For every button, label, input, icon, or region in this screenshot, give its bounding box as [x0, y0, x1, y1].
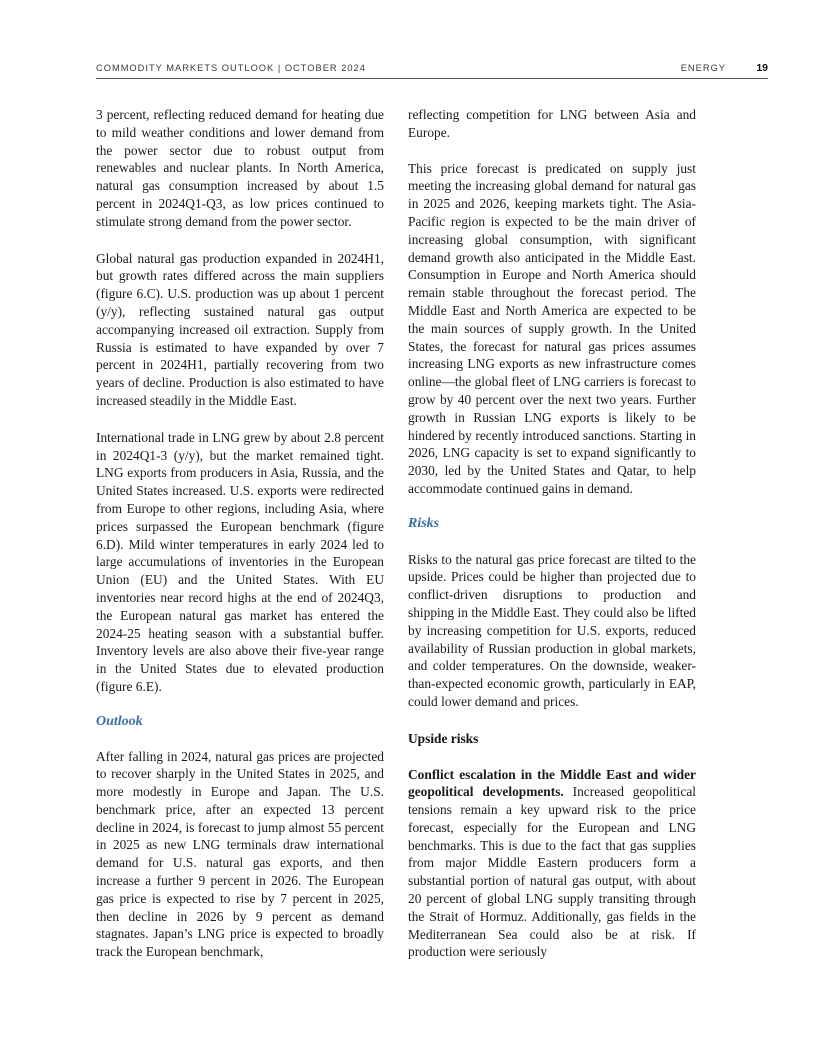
right-column — [408, 106, 696, 961]
paragraph-lead: Conflict escalation in the Middle East and wider geopolitical developments. — [408, 766, 696, 800]
paragraph — [408, 766, 696, 962]
paragraph: reflecting competition for LNG between Asia and Europe. — [408, 107, 696, 140]
running-header — [96, 62, 768, 79]
paragraph: After falling in 2024, natural gas prices are projected to recover sharply in the United States in 2025, and more modestly in Europe and Japan. The U.S. benchmark price, after an expected 13 percent decline in 2024, is forecast to jump almost 55 percent in 2025 as new LNG terminals draw international demand for U.S. natural gas exports, and then increase a further 9 percent in 2026. The European gas price is expected to rise by 7 percent in 2025, then decline in 2026 by 9 percent as demand stagnates. Japan’s LNG price is expected to broadly track the European benchmark, — [96, 748, 384, 960]
page-number: 19 — [756, 62, 768, 74]
outlook-heading: Outlook — [96, 713, 143, 729]
publication-title: COMMODITY MARKETS OUTLOOK | OCTOBER 2024 — [96, 63, 366, 73]
risks-heading: Risks — [408, 515, 440, 531]
paragraph: International trade in LNG grew by about 2.8 percent in 2024Q1-3 (y/y), but the market remained tight. LNG exports from producers in Asia, Russia, and the United States increased. U.S. exports were redirected from Europe to other regions, including Asia, where prices surpassed the European benchmark (figure 6.D). Mild winter temperatures in early 2024 led to large accumulations of inventories in the European Union (EU) and the United States. With EU inventories near record highs at the end of 2024Q3, the European natural gas market has entered the 2024-25 heating season with a substantial buffer. Inventory levels are also above their five-year range in the United States due to elevated production (figure 6.E). — [96, 429, 384, 694]
left-column — [96, 106, 384, 961]
paragraph-body: Increased geopolitical tensions remain a key upward risk to the price forecast, especially for the European and LNG benchmarks. This is due to the fact that gas supplies from major Middle Eastern producers form a substantial portion of natural gas output, with about 20 percent of global LNG supply transiting through the Strait of Hormuz. Additionally, gas fields in the Mediterranean Sea could also be at risk. If production were seriously — [408, 784, 697, 960]
paragraph: Global natural gas production expanded in 2024H1, but growth rates differed across the main suppliers (figure 6.C). U.S. production was up about 1 percent (y/y), reflecting sustained natural gas output accompanying increased oil extraction. Supply from Russia is estimated to have expanded by over 7 percent in 2024H1, partially recovering from two years of decline. Production is also estimated to have increased steadily in the Middle East. — [96, 250, 384, 408]
paragraph: This price forecast is predicated on supply just meeting the increasing global demand for natural gas in 2025 and 2026, keeping markets tight. The Asia-Pacific region is expected to be the main driver of increasing global consumption, with significant demand growth also anticipated in the Middle East. Consumption in Europe and North America should remain stable throughout the forecast period. The Middle East and North America are expected to be the main sources of supply growth. In the United States, the forecast for natural gas prices assumes increasing LNG exports as new infrastructure comes online—the global fleet of LNG carriers is forecast to grow by 40 percent over the next two years. Further growth in Russian LNG exports is likely to be hindered by recently introduced sanctions. Starting in 2026, LNG capacity is set to expand significantly to 2030, led by the United States and Qatar, to help accommodate continued gains in demand. — [408, 160, 696, 496]
upside-risks-heading: Upside risks — [408, 730, 479, 746]
paragraph: 3 percent, reflecting reduced demand for heating due to mild weather conditions and lower demand from the power sector due to robust output from renewables and nuclear plants. In North America, natural gas consumption increased by about 1.5 percent in 2024Q1-Q3, as low prices continued to stimulate strong demand from the power sector. — [96, 107, 384, 229]
paragraph: Risks to the natural gas price forecast are tilted to the upside. Prices could be higher than projected due to conflict-driven disruptions to production and shipping in the Middle East. They could also be lifted by increasing competition for U.S. exports, reduced availability of Russian production in global markets, and colder temperatures. On the downside, weaker-than-expected economic growth, particularly in EAP, could lower demand and prices. — [408, 551, 696, 709]
section-label: ENERGY — [680, 63, 726, 73]
